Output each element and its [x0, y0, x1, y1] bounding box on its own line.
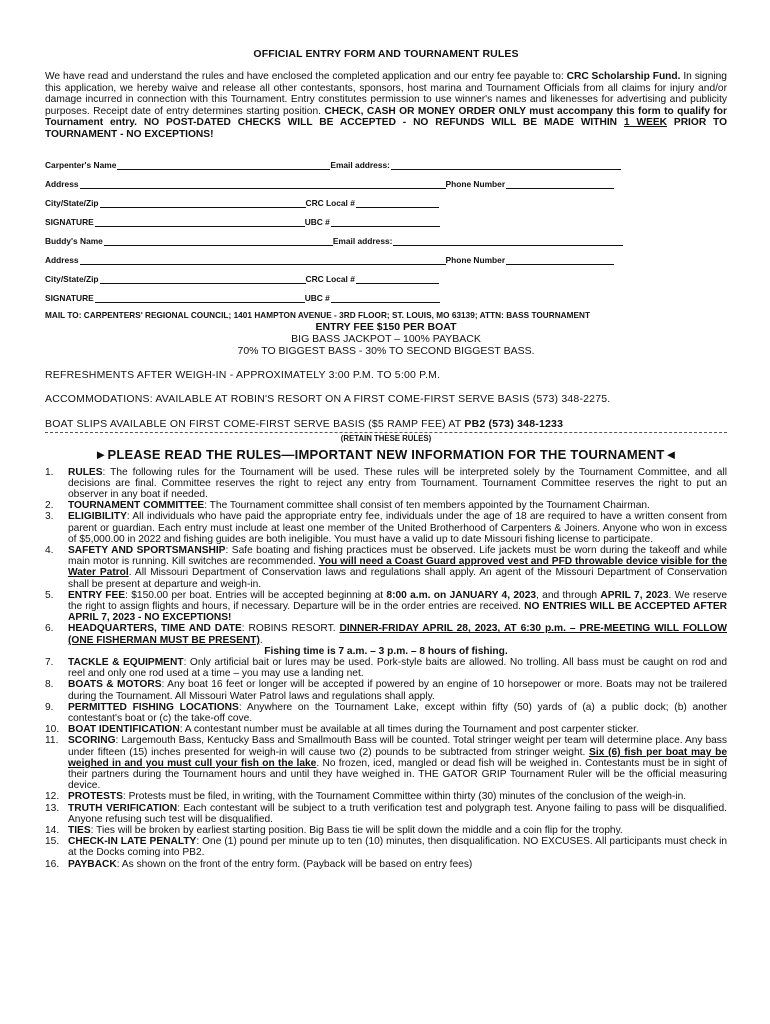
- intro-text-1: We have read and understand the rules and have enclosed the completed application and our entry fee payable to:: [45, 71, 567, 82]
- form-row-city-2: [45, 265, 727, 284]
- accommodations-info: ACCOMMODATIONS: AVAILABLE AT ROBIN'S RESORT ON A FIRST COME-FIRST SERVE BASIS (573) 348-2275.: [45, 392, 611, 405]
- phone-field-2[interactable]: [506, 255, 614, 265]
- signature-field-2[interactable]: [95, 293, 305, 303]
- address-field-1[interactable]: [80, 179, 446, 189]
- form-row-address-2: [45, 246, 727, 265]
- rule-item: 16. PAYBACK: As shown on the front of the entry form. (Payback will be based on entry fees): [45, 858, 473, 870]
- email-label-1: Email address:: [330, 159, 390, 170]
- address-label-2: Address: [45, 254, 79, 265]
- jackpot-line: BIG BASS JACKPOT – 100% PAYBACK: [291, 332, 481, 345]
- buddy-name-label: Buddy's Name: [45, 235, 103, 246]
- city-field-1[interactable]: [100, 198, 306, 208]
- rule-item: 10. BOAT IDENTIFICATION: A contestant number must be available at all times during the Tournament and post carpenter sticker.: [45, 724, 639, 736]
- rules-list-continued: [45, 657, 727, 870]
- boat-slips-text: BOAT SLIPS AVAILABLE ON FIRST COME-FIRST SERVE BASIS ($5 RAMP FEE) AT: [45, 417, 465, 430]
- address-label-1: Address: [45, 178, 79, 189]
- crc-local-field-2[interactable]: [356, 274, 439, 284]
- entry-fee: ENTRY FEE $150 PER BOAT: [315, 320, 457, 333]
- email-label-2: Email address:: [332, 235, 393, 246]
- ubc-label-1: UBC #: [304, 216, 330, 227]
- refreshments-info: REFRESHMENTS AFTER WEIGH-IN - APPROXIMATELY 3:00 P.M. TO 5:00 P.M.: [45, 368, 441, 381]
- email-field-2[interactable]: [393, 236, 623, 246]
- city-field-2[interactable]: [100, 274, 306, 284]
- signature-label-1: SIGNATURE: [45, 216, 94, 227]
- rule-item: 5. ENTRY FEE: $150.00 per boat. Entries will be accepted beginning at 8:00 a.m. on JANUARY 4, 2023, and through APRIL 7, 2023. We reserve the right to assign flights and hours, if necessary. Departure will be in the order entries are received. NO ENTRIES WILL BE ACCEPTED AFTER APRIL 7, 2023 - NO EXCEPTIONS!: [45, 589, 728, 624]
- form-row-buddy: [45, 227, 727, 246]
- crc-local-field-1[interactable]: [356, 198, 439, 208]
- carpenter-name-label: Carpenter's Name: [45, 159, 117, 170]
- form-row-address-1: [45, 170, 727, 189]
- intro-bold-1: CHECK, CASH OR MONEY ORDER ONLY must accompany this form to qualify for Tournament entry. NO POST-DATED CHECKS WILL BE ACCEPTED - NO REFUNDS WILL BE MADE WITHIN: [45, 105, 727, 129]
- mail-to-address: MAIL TO: CARPENTERS' REGIONAL COUNCIL; 1401 HAMPTON AVENUE - 3RD FLOOR; ST. LOUIS, MO 63139; ATTN: BASS TOURNAMENT: [45, 310, 591, 320]
- phone-label-2: Phone Number: [445, 254, 506, 265]
- entry-form-page: [45, 48, 727, 870]
- retain-rules-divider: (RETAIN THESE RULES): [45, 432, 727, 443]
- rule-item: 1. RULES: The following rules for the Tournament will be used. These rules will be interpreted solely by the Tournament Committee, and all decisions are final. Committee reserves the right to reject any entry from Tournament. Tournament Committee reserves the right to put an observer in any boat if needed.: [45, 466, 727, 500]
- crc-local-label-2: CRC Local #: [305, 273, 355, 284]
- city-label-2: City/State/Zip: [45, 273, 99, 284]
- rule-item: 9. PERMITTED FISHING LOCATIONS: Anywhere on the Tournament Lake, except within fifty (50) yards of (a) a public dock; (b) another contestant's boat or (c) the take-off cove.: [45, 701, 728, 725]
- crc-local-label-1: CRC Local #: [305, 197, 355, 208]
- carpenter-name-field[interactable]: [117, 160, 330, 170]
- rule-item: 12. PROTESTS: Protests must be filed, in writing, with the Tournament Committee within thirty (30) minutes of the conclusion of the weigh-in.: [45, 791, 687, 803]
- buddy-name-field[interactable]: [104, 236, 333, 246]
- rule-item: 7. TACKLE & EQUIPMENT: Only artificial bait or lures may be used. Pork-style baits are allowed. No trolling. All bass must be caught on rod and reel and only one rod used at a time – you may use a landing net.: [45, 657, 727, 680]
- city-label-1: City/State/Zip: [45, 197, 99, 208]
- form-row-signature-2: [45, 284, 727, 303]
- phone-label-1: Phone Number: [445, 178, 506, 189]
- intro-payee: CRC Scholarship Fund.: [566, 71, 681, 82]
- rule-item: 13. TRUTH VERIFICATION: Each contestant will be subject to a truth verification test and polygraph test. Anyone failing to pass will be disqualified. Anyone refusing such test will be disqualified.: [45, 802, 727, 825]
- intro-bold-underline: 1 WEEK: [623, 117, 668, 129]
- document-title: OFFICIAL ENTRY FORM AND TOURNAMENT RULES: [253, 48, 519, 60]
- rule-item: 4. SAFETY AND SPORTSMANSHIP: Safe boating and fishing practices must be observed. Life jackets must be worn during the takeoff and while main motor is running. Kill switches are recommended. You will need a Coast Guard approved vest and PFD throwable device visible for the Water Patrol. All Missouri Department of Conservation laws and regulations shall apply. An agent of the Missouri Department of Conservation shall be present at departure and weigh-in.: [45, 544, 727, 590]
- ubc-label-2: UBC #: [304, 292, 330, 303]
- form-row-signature-1: [45, 208, 727, 227]
- phone-field-1[interactable]: [506, 179, 614, 189]
- rule-item: 14. TIES: Ties will be broken by earliest starting position. Big Bass tie will be split down the middle and a coin flip for the trophy.: [45, 825, 623, 837]
- rules-list: [45, 467, 727, 646]
- boat-slips-info: [45, 418, 727, 430]
- fishing-time: Fishing time is 7 a.m. – 3 p.m. – 8 hours of fishing.: [264, 645, 508, 657]
- ubc-field-1[interactable]: [331, 217, 440, 227]
- intro-bold-2: PRIOR TO TOURNAMENT - NO EXCEPTIONS!: [45, 117, 728, 140]
- email-field-1[interactable]: [391, 160, 621, 170]
- rule-item: 15. CHECK-IN LATE PENALTY: One (1) pound per minute up to ten (10) minutes, then disqualification. NO EXCUSES. All participants must check in at the Docks coming into PB2.: [45, 836, 728, 859]
- form-row-city-1: [45, 189, 727, 208]
- rules-heading: ►PLEASE READ THE RULES—IMPORTANT NEW INFORMATION FOR THE TOURNAMENT◄: [94, 446, 678, 462]
- signature-field-1[interactable]: [95, 217, 305, 227]
- form-row-carpenter: [45, 151, 727, 170]
- intro-text-2: In signing this application, we hereby waive and release all other contestants, sponsors, host marina and Tournament Officials from all claims for injury and/or damage incurred in connection with this Tournament. Entry constitutes permission to use winner's names and likenesses for advertising and publicity purposes. Receipt date of entry determines starting position.: [45, 71, 727, 117]
- payout-split: 70% TO BIGGEST BASS - 30% TO SECOND BIGGEST BASS.: [237, 344, 535, 357]
- rule-item: 3. ELIGIBILITY: All individuals who have paid the appropriate entry fee, individuals under the age of 18 are required to have a written consent from parent or guardian. Each entry must include at least one member of the United Brotherhood of Carpenters & Joiners. Anyone who won in excess of $5,000.00 in 2022 and fishing guides are both ineligible. You must have a valid up to date Missouri fishing license to participate.: [45, 511, 727, 545]
- rule-item: 11. SCORING: Largemouth Bass, Kentucky Bass and Smallmouth Bass will be counted. Total stringer weight per team will determine place. Any bass under fifteen (15) inches presented for weigh-in will cause two (2) pounds to be subtracted from stringer weight. Six (6) fish per boat may be weighed in and you must cull your fish on the lake. No frozen, iced, mangled or dead fish will be weighed in. Contestants must be in sight of their partners during the Tournament hours and until they have weighed in. THE GATOR GRIP Tournament Ruler will be the official measuring device.: [45, 735, 727, 792]
- signature-label-2: SIGNATURE: [45, 292, 94, 303]
- fee-block: [45, 321, 727, 357]
- rule-item: 2. TOURNAMENT COMMITTEE: The Tournament committee shall consist of ten members appointed by the Tournament Chairman.: [45, 500, 650, 512]
- rule-item: 8. BOATS & MOTORS: Any boat 16 feet or longer will be accepted if powered by an engine of 10 horsepower or more. Boats may not be trailered during the Tournament. All Missouri Water Patrol laws and regulations shall apply.: [45, 679, 727, 702]
- address-field-2[interactable]: [80, 255, 446, 265]
- intro-paragraph: [45, 71, 727, 141]
- boat-slips-phone: PB2 (573) 348-1233: [464, 417, 564, 430]
- rule-item: 6. HEADQUARTERS, TIME AND DATE: ROBINS RESORT. DINNER-FRIDAY APRIL 28, 2023, AT 6:30 p.m. – PRE-MEETING WILL FOLLOW (ONE FISHERMAN MUST BE PRESENT).: [45, 623, 727, 646]
- ubc-field-2[interactable]: [331, 293, 440, 303]
